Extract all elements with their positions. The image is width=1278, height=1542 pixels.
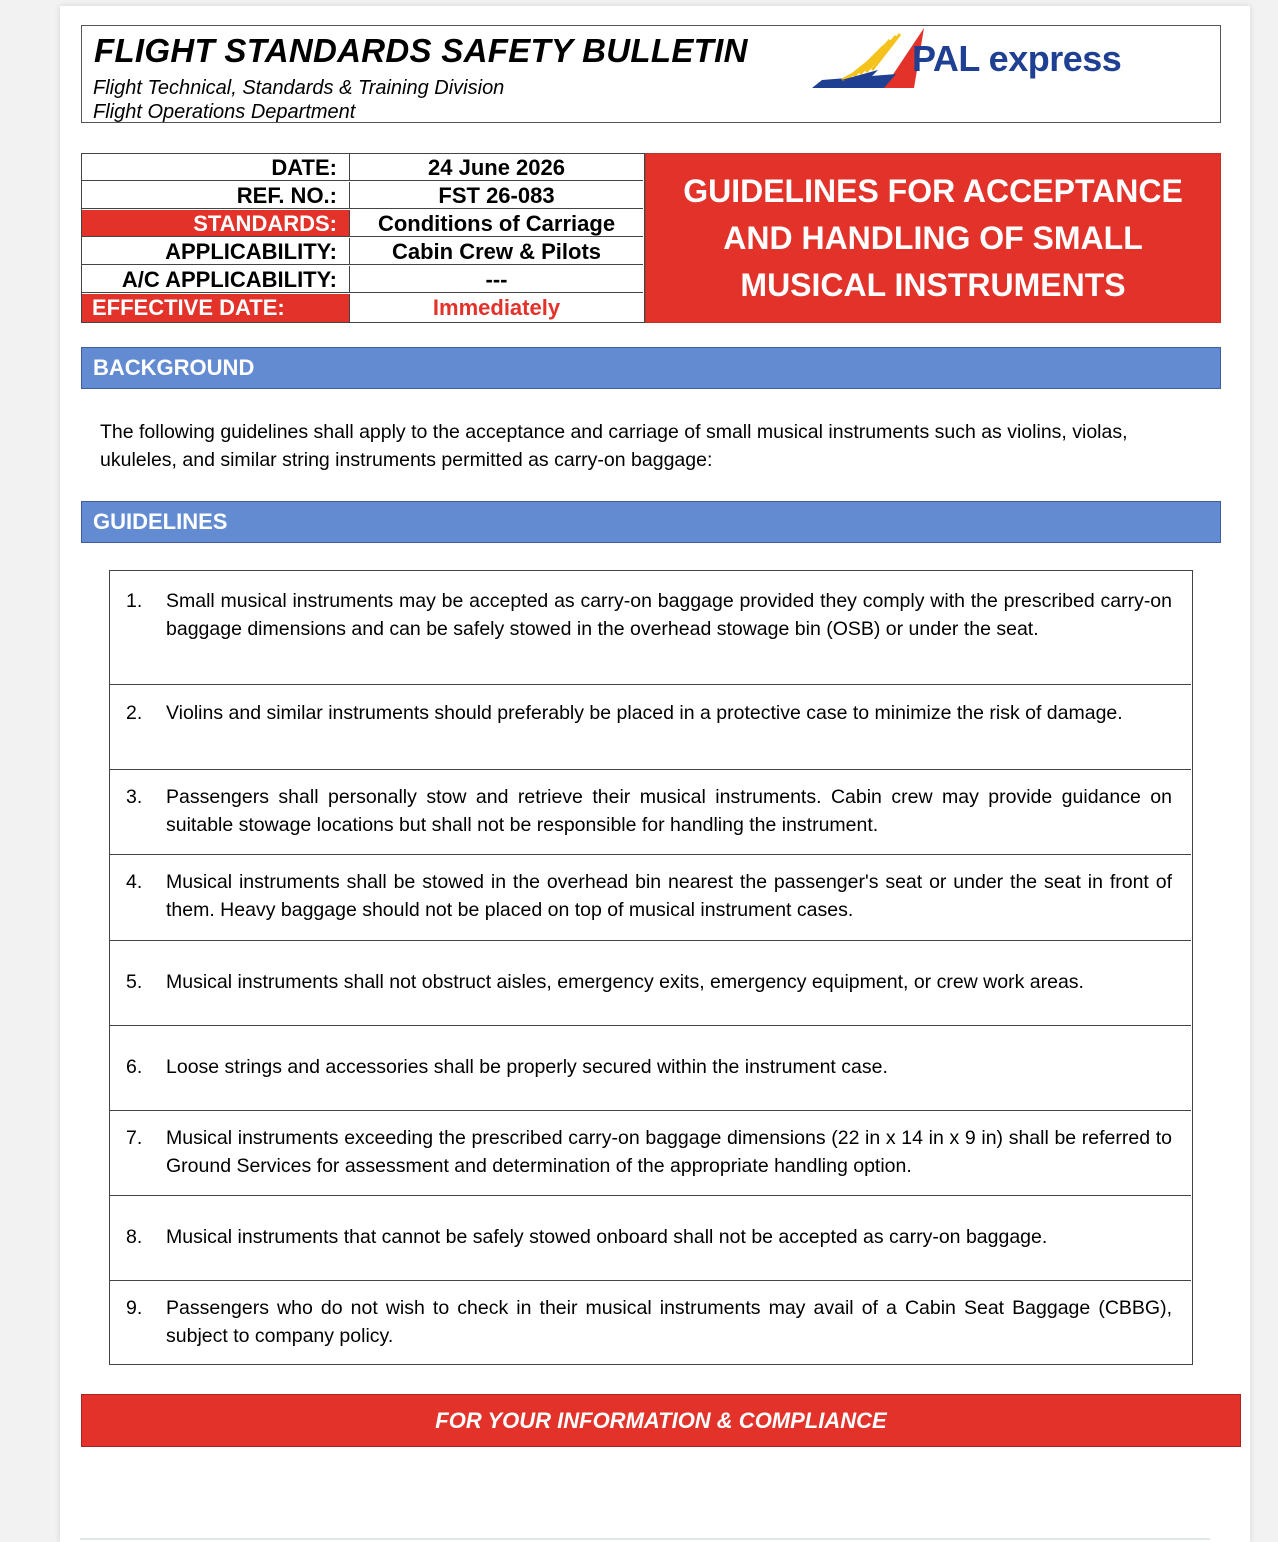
guidelines-heading: GUIDELINES	[81, 501, 1221, 543]
division-name: Flight Technical, Standards & Training Division	[93, 77, 505, 99]
department-name: Flight Operations Department	[93, 101, 356, 123]
info-label: A/C APPLICABILITY:	[82, 266, 350, 292]
list-item	[110, 571, 1191, 685]
info-label: APPLICABILITY:	[82, 238, 350, 264]
item-number: 9.	[126, 1297, 143, 1319]
page-divider	[80, 1538, 1210, 1540]
info-value: Immediately	[432, 295, 561, 320]
item-text: Violins and similar instruments should preferably be placed in a protective case to minimize the risk of damage.	[166, 702, 1123, 724]
info-label: DATE:	[82, 154, 350, 180]
info-value: ---	[485, 267, 508, 292]
list-item	[110, 855, 1191, 941]
info-row-effective-date	[82, 294, 643, 322]
item-number: 2.	[126, 702, 143, 724]
list-item	[110, 1026, 1191, 1111]
bulletin-info-table	[81, 153, 645, 323]
info-row-date	[82, 154, 643, 181]
subject-line: GUIDELINES FOR ACCEPTANCE	[683, 172, 1183, 209]
item-number: 6.	[126, 1056, 143, 1078]
list-item	[110, 1281, 1191, 1363]
item-text: Musical instruments shall not obstruct aisles, emergency exits, emergency equipment, or crew work areas.	[166, 971, 1084, 993]
background-text: The following guidelines shall apply to the acceptance and carriage of small musical instruments such as violins, violas, ukuleles, and similar string instruments permitted as carry-on baggage:	[100, 421, 1128, 471]
item-text: Passengers who do not wish to check in their musical instruments may avail of a Cabin Seat Baggage (CBBG), subject to company policy.	[166, 1297, 1172, 1347]
subject-line: AND HANDLING OF SMALL	[723, 219, 1143, 256]
item-number: 8.	[126, 1226, 143, 1248]
item-text: Musical instruments that cannot be safely stowed onboard shall not be accepted as carry-on baggage.	[166, 1226, 1048, 1248]
bulletin-type-title: FLIGHT STANDARDS SAFETY BULLETIN	[94, 32, 748, 69]
list-item	[110, 685, 1191, 770]
list-item	[110, 1111, 1191, 1196]
background-heading: BACKGROUND	[81, 347, 1221, 389]
item-text: Small musical instruments may be accepted as carry-on baggage provided they comply with the prescribed carry-on baggage dimensions and can be safely stowed in the overhead stowage bin (OSB) or under the seat.	[166, 590, 1172, 640]
info-label: REF. NO.:	[82, 182, 350, 208]
item-number: 4.	[126, 871, 143, 893]
info-value: Conditions of Carriage	[377, 211, 616, 236]
item-text: Loose strings and accessories shall be properly secured within the instrument case.	[166, 1056, 888, 1078]
item-text: Passengers shall personally stow and retrieve their musical instruments. Cabin crew may provide guidance on suitable stowage locations but shall not be responsible for handling the instrument.	[166, 786, 1172, 836]
item-number: 5.	[126, 971, 143, 993]
guidelines-table	[109, 570, 1193, 1365]
item-text: Musical instruments shall be stowed in the overhead bin nearest the passenger's seat or under the seat in front of them. Heavy baggage should not be placed on top of musical instrument cases.	[166, 871, 1172, 921]
list-item	[110, 770, 1191, 855]
list-item	[110, 1196, 1191, 1281]
compliance-footer: FOR YOUR INFORMATION & COMPLIANCE	[81, 1394, 1241, 1447]
info-label: EFFECTIVE DATE:	[82, 294, 350, 322]
item-number: 3.	[126, 786, 143, 808]
info-label: STANDARDS:	[82, 210, 350, 236]
list-item	[110, 941, 1191, 1026]
info-value: Cabin Crew & Pilots	[391, 239, 602, 264]
item-text: Musical instruments exceeding the prescribed carry-on baggage dimensions (22 in x 14 in x 9 in) shall be referred to Ground Services for assessment and determination of the appropriate handling option.	[166, 1127, 1172, 1177]
item-number: 7.	[126, 1127, 143, 1149]
info-row-applicability	[82, 238, 643, 265]
item-number: 1.	[126, 590, 143, 612]
logo-wordmark: PAL express	[912, 38, 1122, 79]
info-value: 24 June 2026	[428, 155, 565, 180]
info-row-standards	[82, 210, 643, 237]
info-row-ref-no	[82, 182, 643, 209]
info-row-ac-applicability	[82, 266, 643, 293]
info-value: FST 26-083	[438, 183, 555, 208]
bulletin-subject-title	[645, 153, 1221, 323]
subject-line: MUSICAL INSTRUMENTS	[740, 266, 1126, 303]
